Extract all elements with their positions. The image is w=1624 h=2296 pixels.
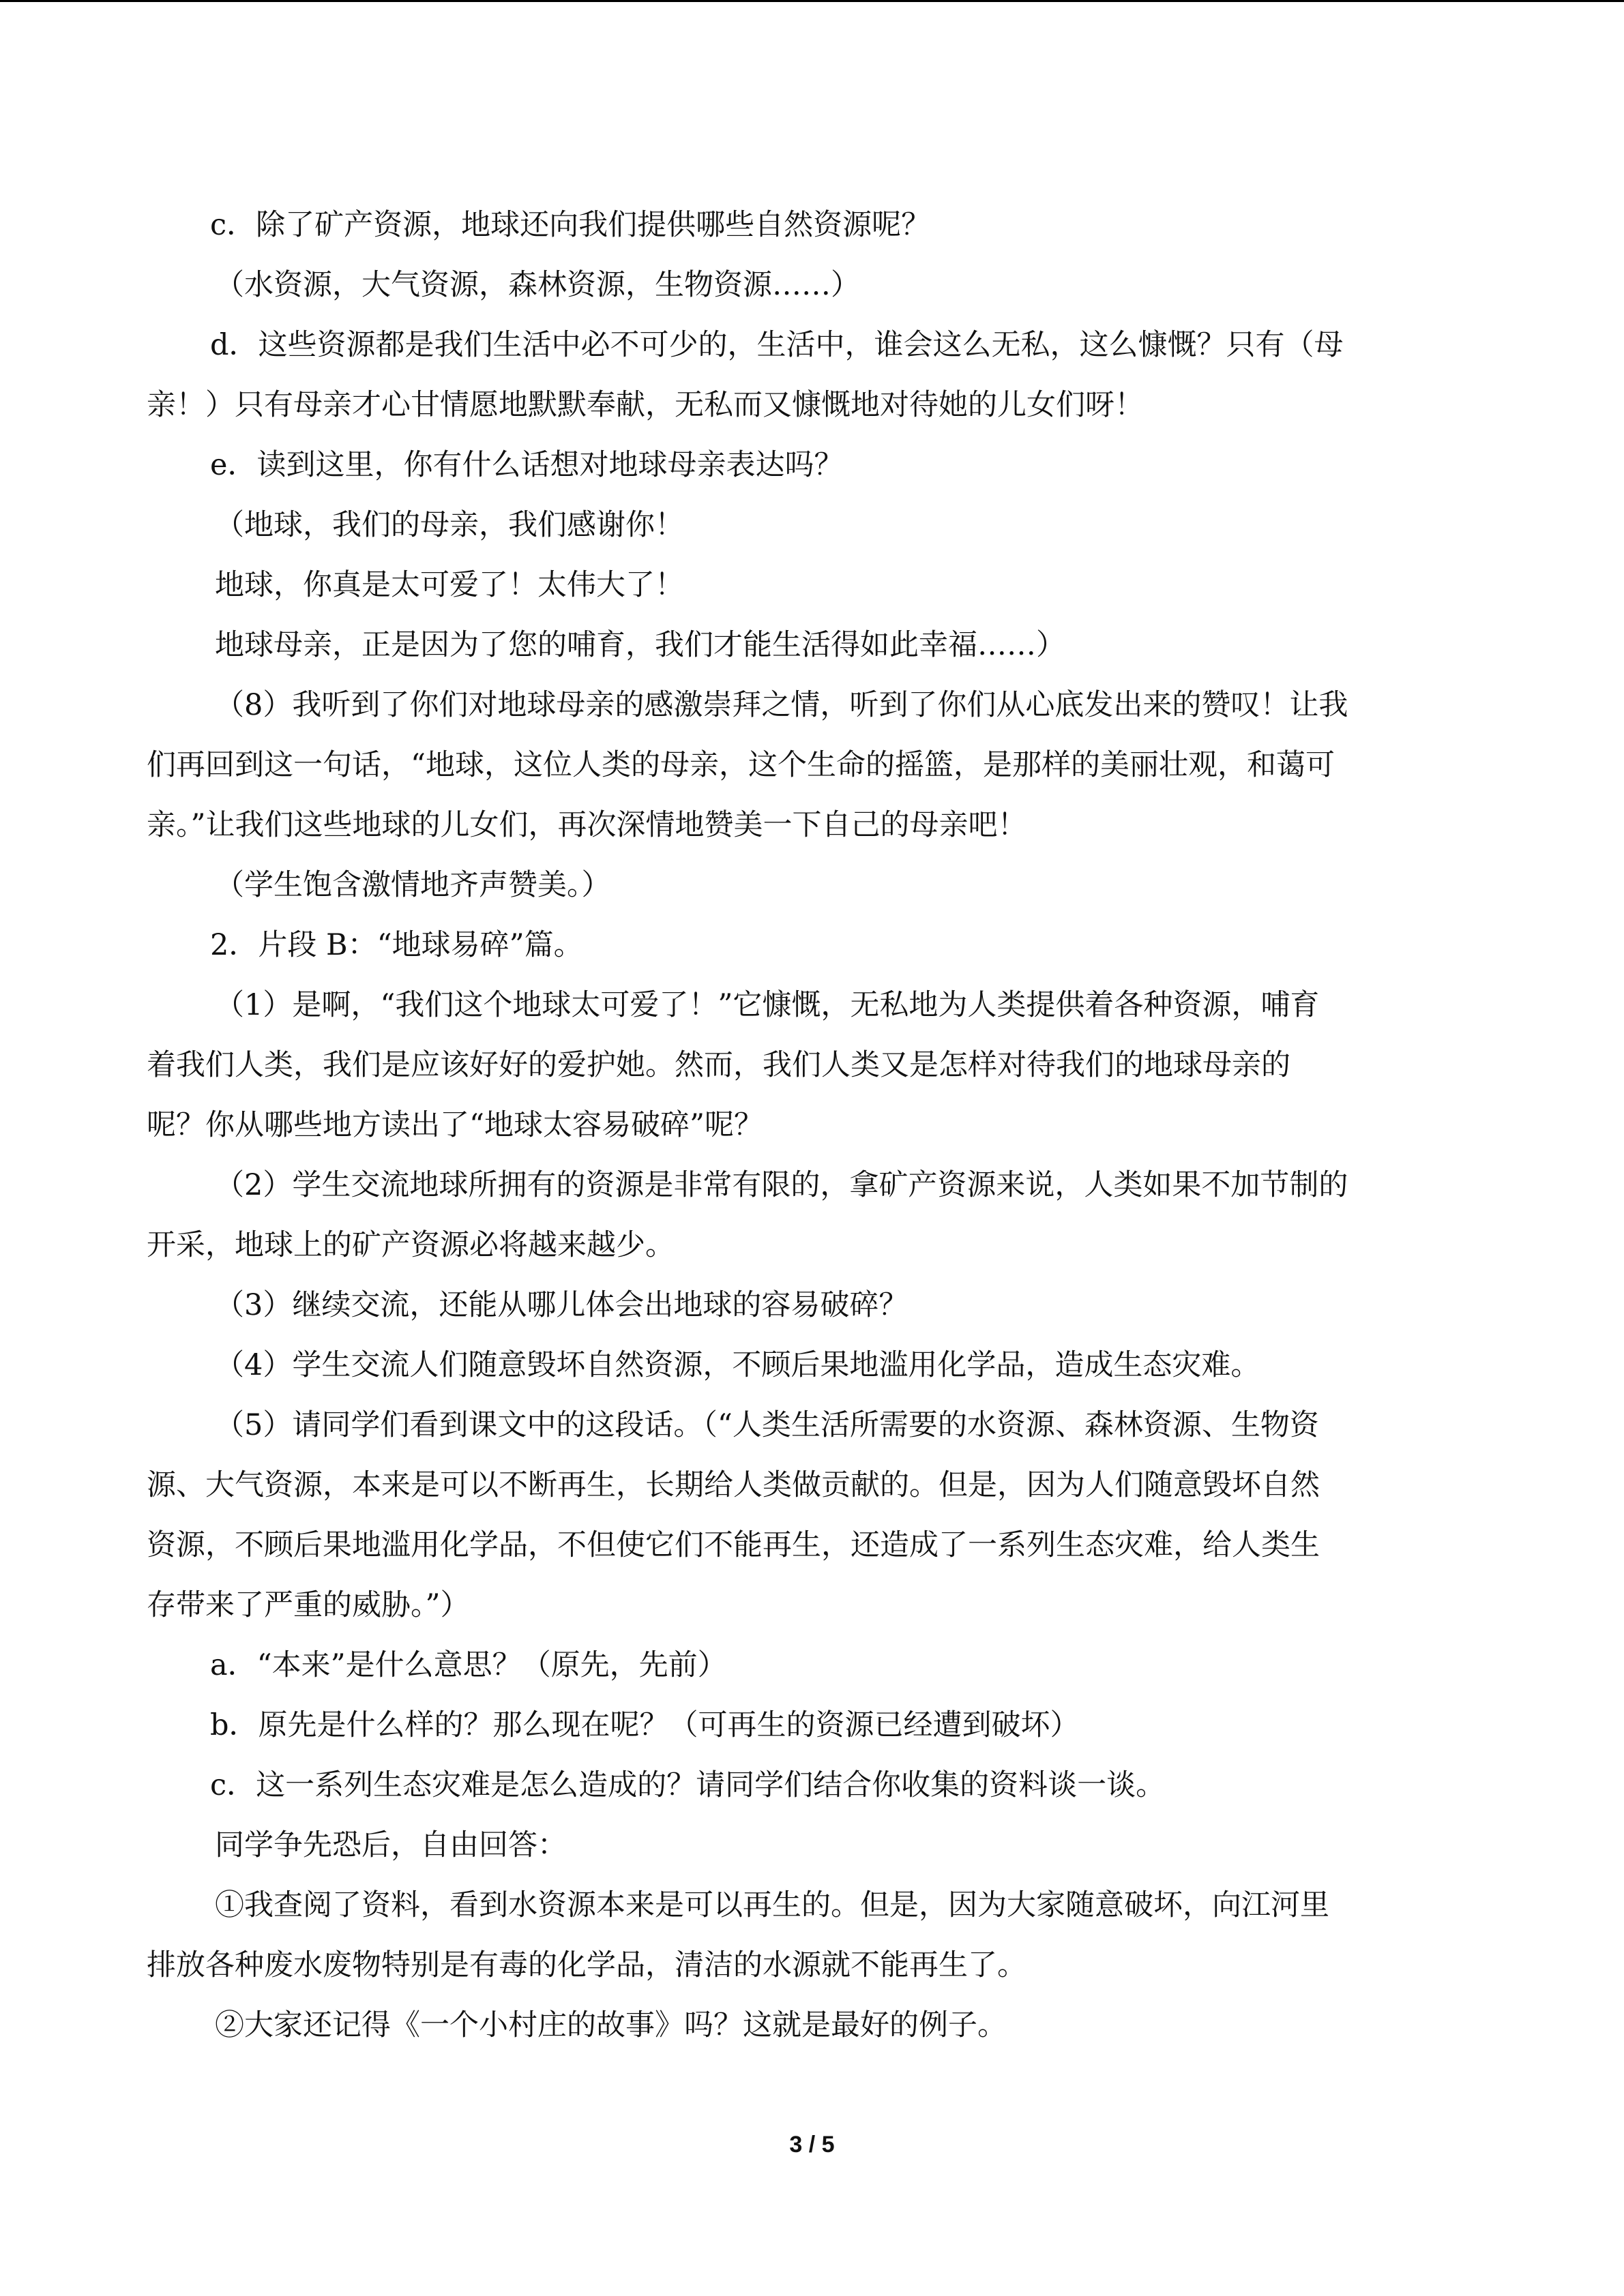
- text-line: 2．片段 B：“地球易碎”篇。: [210, 928, 583, 962]
- page-top-border: [0, 0, 1624, 2]
- text-line: 亲！）只有母亲才心甘情愿地默默奉献，无私而又慷慨地对待她的儿女们呀！: [147, 388, 1144, 422]
- text-line: （2）学生交流地球所拥有的资源是非常有限的，拿矿产资源来说，人类如果不加节制的: [215, 1168, 1348, 1202]
- text-line: 存带来了严重的威胁。”）: [147, 1588, 470, 1622]
- text-line: ①我查阅了资料，看到水资源本来是可以再生的。但是，因为大家随意破坏，向江河里: [215, 1888, 1329, 1922]
- text-line: （3）继续交流，还能从哪儿体会出地球的容易破碎？: [215, 1288, 909, 1322]
- text-line: b．原先是什么样的？那么现在呢？（可再生的资源已经遭到破坏）: [210, 1708, 1080, 1742]
- text-line: ②大家还记得《一个小村庄的故事》吗？这就是最好的例子。: [215, 2008, 1007, 2042]
- text-line: 源、大气资源，本来是可以不断再生，长期给人类做贡献的。但是，因为人们随意毁坏自然: [147, 1468, 1320, 1502]
- page-number: 3 / 5: [789, 2132, 835, 2158]
- text-line: 亲。”让我们这些地球的儿女们，再次深情地赞美一下自己的母亲吧！: [147, 808, 1027, 842]
- text-line: （水资源，大气资源，森林资源，生物资源……）: [215, 268, 860, 302]
- text-line: （8）我听到了你们对地球母亲的感激崇拜之情，听到了你们从心底发出来的赞叹！让我: [215, 688, 1348, 722]
- text-line: d．这些资源都是我们生活中必不可少的，生活中，谁会这么无私，这么慷慨？只有（母: [210, 328, 1344, 362]
- text-line: 呢？你从哪些地方读出了“地球太容易破碎”呢？: [147, 1108, 763, 1142]
- text-line: （1）是啊，“我们这个地球太可爱了！”它慷慨，无私地为人类提供着各种资源，哺育: [215, 988, 1320, 1022]
- text-line: 们再回到这一句话，“地球，这位人类的母亲，这个生命的摇篮，是那样的美丽壮观，和蔼可: [147, 748, 1335, 782]
- text-line: 地球母亲，正是因为了您的哺育，我们才能生活得如此幸福……）: [215, 628, 1065, 662]
- text-line: c．除了矿产资源，地球还向我们提供哪些自然资源呢？: [210, 208, 931, 242]
- text-line: 排放各种废水废物特别是有毒的化学品，清洁的水源就不能再生了。: [147, 1948, 1027, 1982]
- text-line: （学生饱含激情地齐声赞美。）: [215, 868, 611, 902]
- text-line: （地球，我们的母亲，我们感谢你！: [215, 508, 684, 542]
- text-line: c．这一系列生态灾难是怎么造成的？请同学们结合你收集的资料谈一谈。: [210, 1768, 1166, 1802]
- text-line: （4）学生交流人们随意毁坏自然资源，不顾后果地滥用化学品，造成生态灾难。: [215, 1348, 1260, 1382]
- text-line: （5）请同学们看到课文中的这段话。（“人类生活所需要的水资源、森林资源、生物资: [215, 1408, 1319, 1442]
- text-line: 资源，不顾后果地滥用化学品，不但使它们不能再生，还造成了一系列生态灾难，给人类生: [147, 1528, 1320, 1562]
- text-line: 同学争先恐后，自由回答：: [215, 1828, 567, 1862]
- text-line: 着我们人类，我们是应该好好的爱护她。然而，我们人类又是怎样对待我们的地球母亲的: [147, 1048, 1290, 1082]
- text-line: 开采，地球上的矿产资源必将越来越少。: [147, 1228, 675, 1262]
- text-line: 地球，你真是太可爱了！太伟大了！: [215, 568, 684, 602]
- text-line: e．读到这里，你有什么话想对地球母亲表达吗？: [210, 448, 844, 482]
- text-line: a．“本来”是什么意思？（原先，先前）: [210, 1648, 727, 1682]
